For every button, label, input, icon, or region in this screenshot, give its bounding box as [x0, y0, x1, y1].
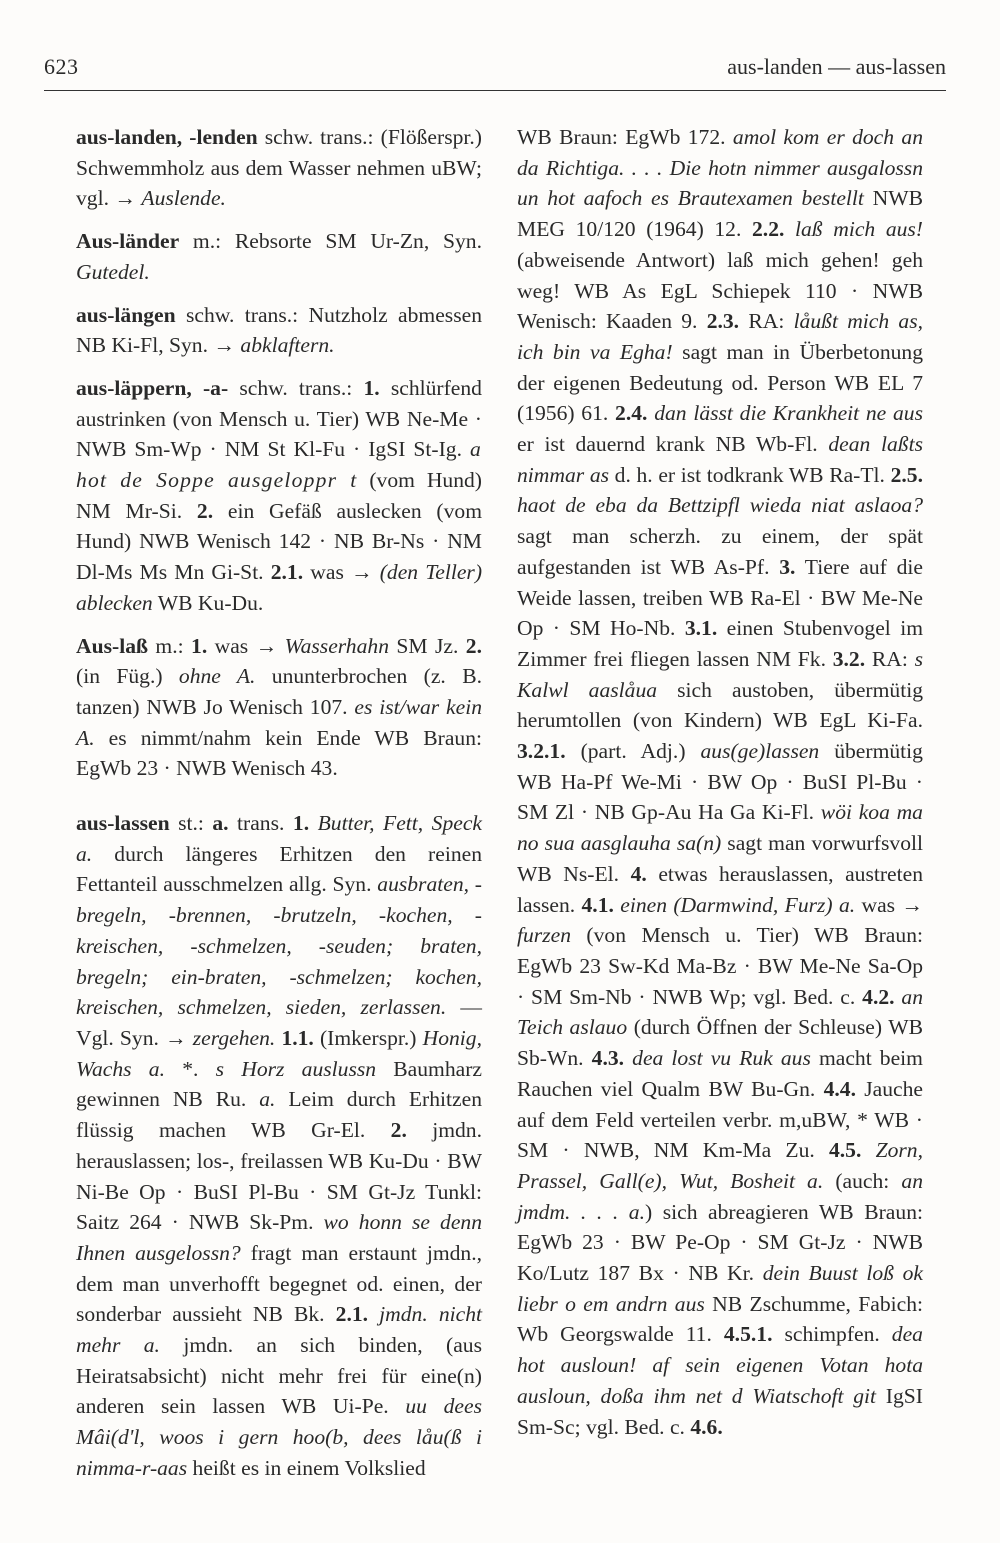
entry-text: RA:	[739, 309, 794, 334]
entry-text: WB Braun: EgWb 172.	[517, 125, 733, 149]
lemma: aus-landen, -lenden	[76, 125, 258, 149]
entry-text: d. h. er ist todkrank WB Ra-Tl.	[609, 462, 891, 487]
sense-number: 3.	[779, 554, 796, 579]
example: wöi koa ma no sua aasglauha sa(n)	[517, 800, 923, 856]
lemma: aus-läppern, -a-	[76, 375, 229, 400]
entry-text: sagt man in Überbetonung der eigenen Bedeutung od. Person WB EL 7 (1956) 61.	[517, 339, 924, 426]
sense-number: 2.	[465, 633, 482, 658]
entry-text: (part. Adj.)	[565, 739, 701, 764]
entry-text: ein Gefäß auslecken (vom Hund) NWB Wenisch 142 · NB Br-Ns · NM Dl-Ms Ms Mn Gi-St.	[76, 498, 482, 585]
entry-text: schw. trans.:	[228, 375, 364, 400]
cross-reference: Wasserhahn	[284, 633, 389, 658]
example: einen (Darmwind, Furz) a.	[620, 892, 856, 917]
entry-text: schw. trans.: Nutzholz abmessen NB Ki-Fl, Syn. →	[76, 302, 482, 358]
sense-number: 4.5.	[828, 1138, 862, 1163]
sense-number: 2.2.	[752, 217, 785, 242]
running-head: aus-landen — aus-lassen	[727, 54, 946, 79]
example: dan lässt die Krankheit ne aus	[654, 401, 924, 426]
entry-text: schimpfen.	[772, 1322, 892, 1347]
sense-number: a.	[212, 811, 229, 836]
sense-number: 3.2.1.	[517, 739, 566, 764]
sense-number: 3.1.	[684, 616, 718, 641]
entry-text: m.:	[148, 633, 192, 658]
lemma: aus-lassen	[76, 811, 170, 836]
sense-number: 3.2.	[832, 646, 866, 671]
entry-text: es nimmt/nahm kein Ende WB Braun: EgWb 23 · NWB Wenisch 43.	[76, 725, 482, 781]
example: an jmdm. . . . a.	[517, 1168, 923, 1224]
entry-aus-laender	[76, 226, 482, 287]
left-column	[76, 122, 482, 1496]
entry-text: (auch:	[823, 1168, 902, 1193]
example: Honig, Wachs a.	[76, 1025, 482, 1081]
example: a hot de Soppe ausgeloppr t	[76, 437, 482, 493]
example: Zorn, Prassel, Gall(e), Wut, Bosheit a.	[517, 1138, 923, 1193]
sense-number: 4.2.	[862, 984, 895, 1009]
entry-text: was →	[303, 560, 380, 585]
example: amol kom er doch an da Richtiga. . . . Die hotn nimmer ausgalossn un hot aafoch es Brautexamen bestellt	[517, 125, 923, 211]
entry-text	[624, 1046, 632, 1070]
entry-text: sich austoben, übermütig herumtollen (von Kindern) WB EgL Ki-Fa.	[517, 677, 924, 733]
lemma: Aus-länder	[76, 229, 180, 254]
entry-text: Tiere auf die Weide lassen, treiben WB Ra-El · BW Me-Ne Op · SM Ho-Nb.	[517, 554, 923, 641]
entry-text: schw. trans.: (Flößerspr.) Schwemmholz aus dem Wasser nehmen uBW; vgl. →	[76, 125, 482, 211]
entry-text: Baumharz gewinnen NB Ru.	[76, 1056, 482, 1112]
entry-text: schlürfend austrinken (von Mensch u. Tier) WB Ne-Me · NWB Sm-Wp · NM St Kl-Fu · IgSI St-Ig.	[76, 375, 482, 462]
entry-text: Jauche auf dem Feld verteilen verbr. m,uBW, * WB · SM · NWB, NM Km-Ma Zu.	[517, 1076, 923, 1163]
entry-text: — Vgl. Syn. →	[76, 995, 483, 1050]
entry-aus-lass	[76, 631, 482, 785]
entry-text: sagt man vorwurfsvoll WB Ns-El.	[517, 831, 923, 886]
entry-text: NWB MEG 10/120 (1964) 12.	[517, 186, 923, 242]
cross-reference: zergehen.	[192, 1025, 276, 1050]
entry-text: einen Stubenvogel im Zimmer frei fliegen lassen NM Fk.	[517, 616, 923, 671]
example: låußt mich as, ich bin va Egha!	[517, 309, 924, 364]
entry-text: ) sich abreagieren WB Braun: EgWb 23 · BW Pe-Op · SM Gt-Jz · NWB Ko/Lutz 187 Bx · NB Kr.	[517, 1199, 923, 1286]
sense-number: 4.5.1.	[723, 1322, 773, 1347]
sense-number: 4.6.	[690, 1414, 723, 1439]
example: laß mich aus!	[795, 217, 924, 242]
entry-aus-laeppern	[76, 373, 482, 619]
example: wo honn se denn Ihnen ausgelossn?	[76, 1210, 482, 1265]
example: s Kalwl aaslåua	[517, 646, 924, 702]
cross-reference: Auslende.	[141, 186, 226, 211]
entry-text: was →	[207, 633, 285, 658]
example: haot de eba da Bettzipfl wieda niat aslaoa?	[517, 493, 923, 518]
page-header	[44, 50, 946, 91]
entry-text: übermütig WB Ha-Pf We-Mi · BW Op · BuSI Pl-Bu · SM Zl · NB Gp-Au Ha Ga Ki-Fl.	[517, 739, 923, 825]
example: dea hot ausloun! af sein eigenen Votan hota ausloun, doßa ihm net d Wiatschoft git	[517, 1322, 923, 1408]
entry-text: (abweisende Antwort) laß mich gehen! geh weg! WB As EgL Schiepek 110 · NWB Wenisch: Kaaden 9.	[517, 247, 923, 334]
entry-text: jmdn. herauslassen; los-, freilassen WB Ku-Du · BW Ni-Be Op · BuSI Pl-Bu · SM Gt-Jz Tunkl: Saitz 264 · NWB Sk-Pm.	[76, 1118, 482, 1235]
sense-number: 2.1.	[270, 560, 304, 585]
entry-text: was →	[855, 892, 923, 917]
entry-text: *.	[165, 1056, 216, 1081]
entry-text	[784, 217, 795, 241]
entry-text: SM Jz.	[389, 633, 466, 658]
example: s Horz auslussn	[215, 1056, 377, 1081]
entry-text	[309, 811, 317, 835]
entry-text: heißt es in einem Volkslied	[187, 1455, 426, 1480]
example: aus(ge)lassen	[700, 739, 820, 764]
example: dein Buust loß ok liebr o em andrn aus	[517, 1261, 923, 1316]
page-number: 623	[44, 54, 79, 79]
example: ohne A.	[178, 664, 256, 689]
right-column	[517, 122, 923, 1454]
example: Butter, Fett, Speck a.	[76, 811, 483, 866]
sense-number: 1.	[363, 375, 380, 400]
sense-number: 1.	[292, 811, 310, 836]
entry-text: (Imkerspr.)	[313, 1025, 423, 1050]
entry-text: etwas herauslassen, austreten lassen.	[517, 861, 924, 917]
entry-text: (von Mensch u. Tier) WB Braun: EgWb 23 Sw-Kd Ma-Bz · BW Me-Ne Sa-Op · SM Sm-Nb · NWB Wp; vgl. Bed. c.	[517, 923, 923, 1009]
entry-text	[861, 1138, 875, 1162]
entry-text: macht beim Rauchen viel Qualm BW Bu-Gn.	[517, 1046, 923, 1101]
entry-text: er ist dauernd krank NB Wb-Fl.	[517, 432, 829, 457]
sense-number: 4.	[630, 861, 647, 886]
entry-aus-lassen-continued	[517, 122, 923, 1442]
sense-number: 2.4.	[615, 401, 648, 426]
sense-number: 2.5.	[890, 462, 923, 487]
sense-number: 2.	[196, 498, 214, 523]
sense-number: 1.1.	[281, 1025, 314, 1050]
sense-number: 4.3.	[591, 1046, 625, 1071]
entry-text: durch längeres Erhitzen den reinen Fettanteil ausschmelzen allg. Syn.	[76, 841, 482, 897]
entry-text: Leim durch Erhitzen flüssig machen WB Gr-El.	[76, 1087, 482, 1143]
example: dean laßts nimmar as	[517, 432, 923, 487]
cross-reference: (den Teller) ablecken	[76, 560, 483, 615]
entry-aus-lassen	[76, 808, 482, 1483]
sense-number: 2.1.	[335, 1302, 369, 1327]
example: jmdn. nicht mehr a.	[76, 1302, 482, 1358]
sense-number: 4.1.	[581, 892, 614, 917]
example: an Teich aslauo	[517, 984, 923, 1040]
entry-text: m.: Rebsorte SM Ur-Zn, Syn.	[179, 229, 482, 254]
sense-number: 2.	[390, 1118, 407, 1143]
lemma: aus-längen	[76, 302, 176, 327]
cross-reference: Gutedel.	[76, 259, 150, 284]
example: uu dees Mâi(d'l, woos i gern hoo(b, dees låu(ß i nimma-r-aas	[76, 1394, 482, 1480]
entry-text: (vom Hund) NM Mr-Si.	[76, 468, 482, 523]
lemma: Aus-laß	[76, 633, 149, 658]
entry-text: (durch Öffnen der Schleuse) WB Sb-Wn.	[517, 1015, 924, 1071]
cross-reference: furzen	[517, 923, 571, 948]
entry-text: jmdn. an sich binden, (aus Heiratsabsicht) nicht mehr frei für eine(n) anderen sein lassen WB Ui-Pe.	[76, 1333, 482, 1419]
entry-text: RA:	[865, 646, 915, 671]
entry-text: st.:	[169, 811, 213, 836]
entry-text: sagt man scherzh. zu einem, der spät aufgestanden ist WB As-Pf.	[517, 524, 923, 579]
sense-number: 2.3.	[706, 309, 740, 334]
entry-text: trans.	[228, 811, 293, 836]
example: dea lost vu Ruk aus	[632, 1046, 811, 1071]
example: a.	[259, 1087, 276, 1112]
entry-aus-laengen	[76, 300, 482, 361]
entry-text: WB Ku-Du.	[152, 590, 264, 615]
entry-text: NB Zschumme, Fabich: Wb Georgswalde 11.	[517, 1291, 923, 1347]
entry-text: ununterbrochen (z. B. tanzen) NWB Jo Wenisch 107.	[76, 664, 482, 719]
entry-text	[368, 1302, 379, 1326]
sense-number: 4.4.	[823, 1076, 856, 1101]
example: es ist/war kein A.	[76, 694, 482, 750]
entry-text: IgSI Sm-Sc; vgl. Bed. c.	[517, 1383, 923, 1439]
synonym-list: ausbraten, -bregeln, -brennen, -brutzeln, -kochen, -kreischen, -schmelzen, -seuden; braten, bregeln; ein-braten, -schmelzen; kochen, kreischen, schmelzen, sieden, zerlassen.	[76, 872, 482, 1020]
entry-text: (in Füg.)	[76, 664, 179, 689]
sense-number: 1.	[191, 633, 208, 658]
entry-text: fragt man erstaunt jmdn., dem man unverhofft begegnet od. einen, der sonderbar aussieht NB Bk.	[76, 1240, 483, 1327]
entry-aus-landen	[76, 122, 482, 214]
cross-reference: abklaftern.	[240, 333, 335, 358]
